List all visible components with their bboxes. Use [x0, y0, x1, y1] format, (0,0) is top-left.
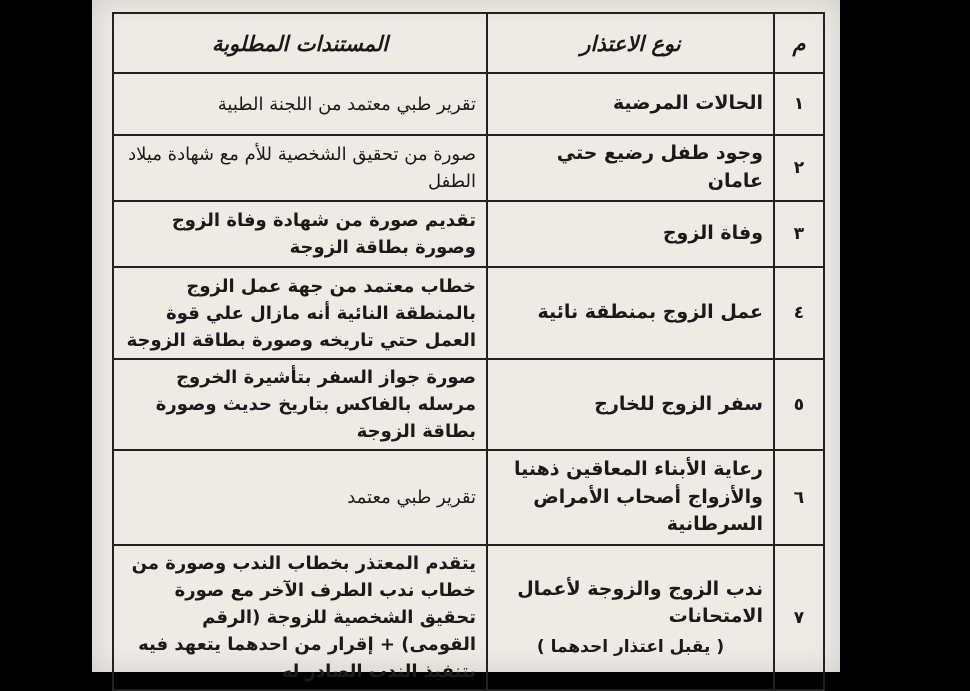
row-type: وفاة الزوج — [487, 201, 774, 267]
row-type-cell — [487, 545, 774, 690]
row-number: ١ — [774, 73, 824, 135]
row-type: سفر الزوج للخارج — [487, 359, 774, 450]
table-row — [113, 73, 824, 135]
row-number: ٤ — [774, 267, 824, 359]
header-row — [113, 13, 824, 73]
row-documents: تقديم صورة من شهادة وفاة الزوج وصورة بطاقة الزوجة — [113, 201, 487, 267]
row-documents: تقرير طبي معتمد — [113, 450, 487, 545]
row-documents: تقرير طبي معتمد من اللجنة الطبية — [113, 73, 487, 135]
row-number: ٧ — [774, 545, 824, 690]
row-type: ندب الزوج والزوجة لأعمال الامتحانات — [517, 577, 763, 628]
header-number: م — [774, 13, 824, 73]
row-number: ٣ — [774, 201, 824, 267]
row-type: عمل الزوج بمنطقة نائية — [487, 267, 774, 359]
header-type: نوع الاعتذار — [487, 13, 774, 73]
table-row — [113, 545, 824, 690]
row-number: ٦ — [774, 450, 824, 545]
table-row — [113, 135, 824, 201]
row-documents: صورة من تحقيق الشخصية للأم مع شهادة ميلاد الطفل — [113, 135, 487, 201]
row-type: وجود طفل رضيع حتي عامان — [487, 135, 774, 201]
table-row — [113, 450, 824, 545]
row-type: الحالات المرضية — [487, 73, 774, 135]
row-type: رعاية الأبناء المعاقين ذهنيا والأزواج أصحاب الأمراض السرطانية — [487, 450, 774, 545]
table-row — [113, 267, 824, 359]
header-documents: المستندات المطلوبة — [113, 13, 487, 73]
row-documents: يتقدم المعتذر بخطاب الندب وصورة من خطاب ندب الطرف الآخر مع صورة تحقيق الشخصية للزوجة (الرقم القومى) + إقرار من احدهما يتعهد فيه بتنفيذ الندب الصادر له — [113, 545, 487, 690]
row-documents: صورة جواز السفر بتأشيرة الخروج مرسله بالفاكس بتاريخ حديث وصورة بطاقة الزوجة — [113, 359, 487, 450]
row-number: ٢ — [774, 135, 824, 201]
row-number: ٥ — [774, 359, 824, 450]
table-row — [113, 201, 824, 267]
row-documents: خطاب معتمد من جهة عمل الزوج بالمنطقة النائية أنه مازال علي قوة العمل حتي تاريخه وصورة بطاقة الزوجة — [113, 267, 487, 359]
requirements-table — [112, 12, 825, 691]
row-type-note: ( يقبل اعتذار احدهما ) — [536, 636, 725, 657]
table-row — [113, 359, 824, 450]
